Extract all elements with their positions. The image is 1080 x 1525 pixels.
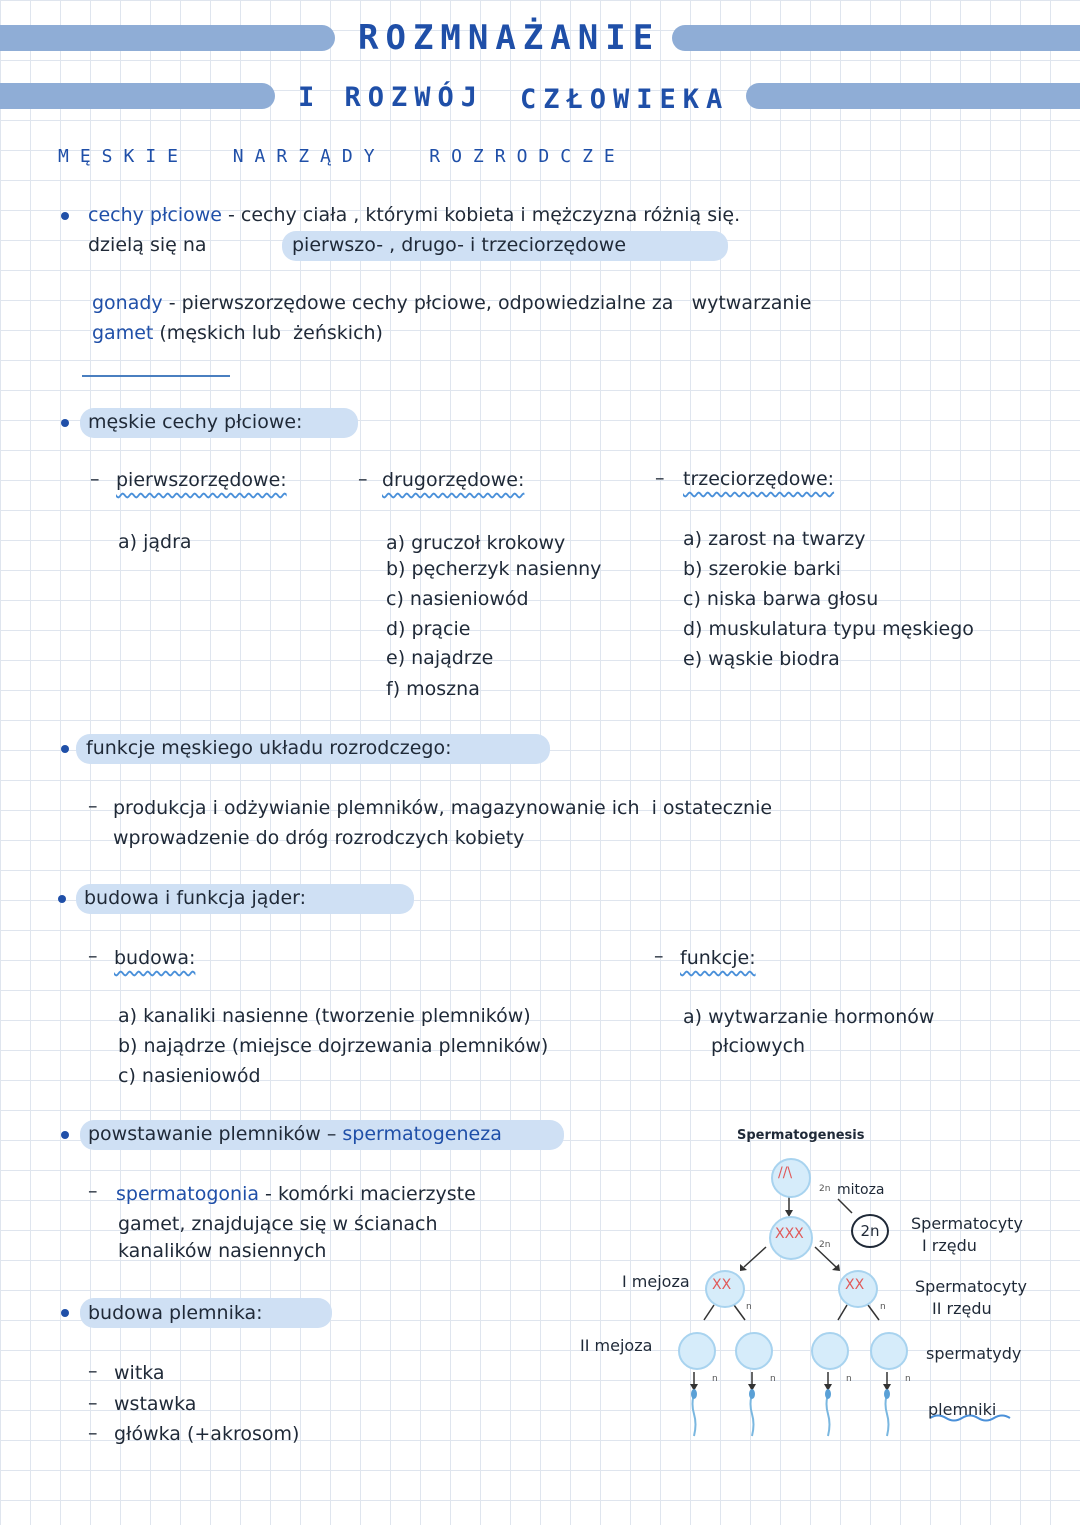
dash: – — [326, 1123, 343, 1145]
chromosomes: ХХХ — [775, 1226, 804, 1242]
bullet — [61, 745, 69, 753]
spermatogenesis-heading-b: spermatogeneza — [342, 1123, 502, 1145]
list-item: c) nasieniowód — [118, 1065, 261, 1087]
header-bar-left-2 — [0, 83, 275, 109]
list-item: e) wąskie biodra — [683, 648, 840, 670]
list-item: b) pęcherzyk nasienny — [386, 558, 602, 580]
ploidy-label: n — [905, 1374, 911, 1384]
list-item: d) prącie — [386, 618, 471, 640]
ploidy-label: 2n — [819, 1184, 831, 1194]
page-subtitle-a: I ROZWÓJ — [298, 82, 485, 113]
dash: – — [88, 795, 98, 817]
spermatogonia-line-3: kanalików nasiennych — [118, 1240, 327, 1262]
spermatogenesis-heading — [88, 1123, 502, 1145]
chromosomes: XX — [712, 1277, 732, 1293]
ploidy-label: n — [770, 1374, 776, 1384]
male-traits-heading: męskie cechy płciowe: — [88, 411, 303, 433]
spermatogenesis-diagram — [570, 1120, 1070, 1450]
column-title-tertiary: trzeciorzędowe: — [683, 468, 835, 490]
circle-2n-label: 2n — [860, 1222, 880, 1240]
label-spermatocyty-1-b: I rzędu — [922, 1236, 977, 1255]
spermatid-cell — [870, 1332, 908, 1370]
term-cechy-plciowe: cechy płciowe — [88, 204, 222, 226]
label-plemniki: plemniki — [928, 1400, 997, 1419]
ploidy-label: n — [712, 1374, 718, 1384]
list-item: główka (+akrosom) — [114, 1423, 300, 1445]
list-item: wstawka — [114, 1393, 197, 1415]
functions-heading: funkcje męskiego układu rozrodczego: — [86, 737, 452, 759]
list-item: e) najądrze — [386, 647, 494, 669]
list-item: c) nasieniowód — [386, 588, 529, 610]
spermatogenesis-heading-a: powstawanie plemników — [88, 1123, 321, 1145]
section-title: MĘSKIE NARZĄDY ROZRODCZE — [58, 146, 626, 167]
header-bar-right-2 — [746, 83, 1080, 109]
list-item: a) kanaliki nasienne (tworzenie plemników) — [118, 1005, 531, 1027]
functions-line-1: produkcja i odżywianie plemników, magazynowanie ich i ostatecznie — [113, 797, 773, 819]
term-gonady: gonady — [92, 292, 163, 314]
divider-line — [82, 375, 230, 377]
sperm-structure-heading: budowa plemnika: — [88, 1302, 263, 1324]
circle-2n — [851, 1214, 889, 1248]
page-subtitle-b: CZŁOWIEKA — [520, 84, 730, 115]
bullet — [61, 1309, 69, 1317]
dash: – — [88, 1392, 98, 1414]
label-spermatydy: spermatydy — [926, 1344, 1022, 1363]
gonady-line-1-rest: - pierwszorzędowe cechy płciowe, odpowiedzialne za wytwarzanie — [162, 292, 812, 314]
dash: – — [88, 1180, 98, 1202]
gonady-line-1 — [92, 292, 811, 314]
list-item: c) niska barwa głosu — [683, 588, 879, 610]
spermatid-cell — [678, 1332, 716, 1370]
mejoza-1-label: I mejoza — [622, 1272, 690, 1291]
intro-line-1-rest: - cechy ciała , którymi kobieta i mężczyzna różnią się. — [221, 204, 741, 226]
dash: – — [358, 468, 368, 490]
list-item: witka — [114, 1362, 165, 1384]
testes-heading: budowa i funkcja jąder: — [84, 887, 307, 909]
bullet — [61, 212, 69, 220]
column-title-secondary: drugorzędowe: — [382, 469, 525, 491]
ploidy-label: n — [846, 1374, 852, 1384]
bullet — [61, 1131, 69, 1139]
testes-structure-title: budowa: — [114, 947, 196, 969]
dash: – — [90, 468, 100, 490]
chromosomes: XX — [845, 1277, 865, 1293]
term-spermatogonia: spermatogonia — [116, 1183, 260, 1205]
ploidy-label: 2n — [819, 1240, 831, 1250]
intro-line-1 — [88, 204, 740, 226]
label-spermatocyty-2-a: Spermatocyty — [915, 1277, 1027, 1296]
mitoza-label: mitoza — [837, 1182, 885, 1198]
list-item: f) moszna — [386, 678, 480, 700]
spermatid-cell — [811, 1332, 849, 1370]
bullet — [58, 895, 66, 903]
bullet — [61, 419, 69, 427]
dash: – — [88, 945, 98, 967]
dash: – — [655, 467, 665, 489]
spermatid-cell — [735, 1332, 773, 1370]
mejoza-2-label: II mejoza — [580, 1336, 653, 1355]
label-spermatocyty-1-a: Spermatocyty — [911, 1214, 1023, 1233]
term-gamet: gamet — [92, 322, 154, 344]
spermatogonia-line-1 — [116, 1183, 476, 1205]
list-item: d) muskulatura typu męskiego — [683, 618, 974, 640]
ploidy-label: n — [746, 1302, 752, 1312]
dash: – — [88, 1360, 98, 1382]
column-title-primary: pierwszorzędowe: — [116, 469, 287, 491]
gonady-line-2 — [92, 322, 383, 344]
gonady-line-2-rest: (męskich lub żeńskich) — [153, 322, 383, 344]
intro-line-2: dzielą się na — [88, 234, 207, 256]
dash: – — [88, 1422, 98, 1444]
chromosomes: /‍/\ — [778, 1165, 793, 1181]
functions-line-2: wprowadzenie do dróg rozrodczych kobiety — [113, 827, 525, 849]
header-bar-right-1 — [672, 25, 1080, 51]
header-bar-left-1 — [0, 25, 335, 51]
intro-highlight-text: pierwszo- , drugo- i trzeciorzędowe — [292, 234, 627, 256]
testes-function-line-1: a) wytwarzanie hormonów — [683, 1006, 935, 1028]
ploidy-label: n — [880, 1302, 886, 1312]
diagram-title: Spermatogenesis — [737, 1128, 865, 1143]
spermatogonia-line-2: gamet, znajdujące się w ścianach — [118, 1213, 438, 1235]
list-item: b) szerokie barki — [683, 558, 841, 580]
page-title: ROZMNAŻANIE — [358, 18, 661, 58]
list-item: b) najądrze (miejsce dojrzewania plemników) — [118, 1035, 549, 1057]
list-item: a) gruczoł krokowy — [386, 532, 566, 554]
list-item: a) zarost na twarzy — [683, 528, 866, 550]
testes-function-line-2: płciowych — [711, 1035, 806, 1057]
dash: – — [654, 945, 664, 967]
label-spermatocyty-2-b: II rzędu — [932, 1299, 992, 1318]
testes-function-title: funkcje: — [680, 947, 756, 969]
list-item: a) jądra — [118, 531, 192, 553]
spermatogonia-line-1-rest: - komórki macierzyste — [259, 1183, 476, 1205]
